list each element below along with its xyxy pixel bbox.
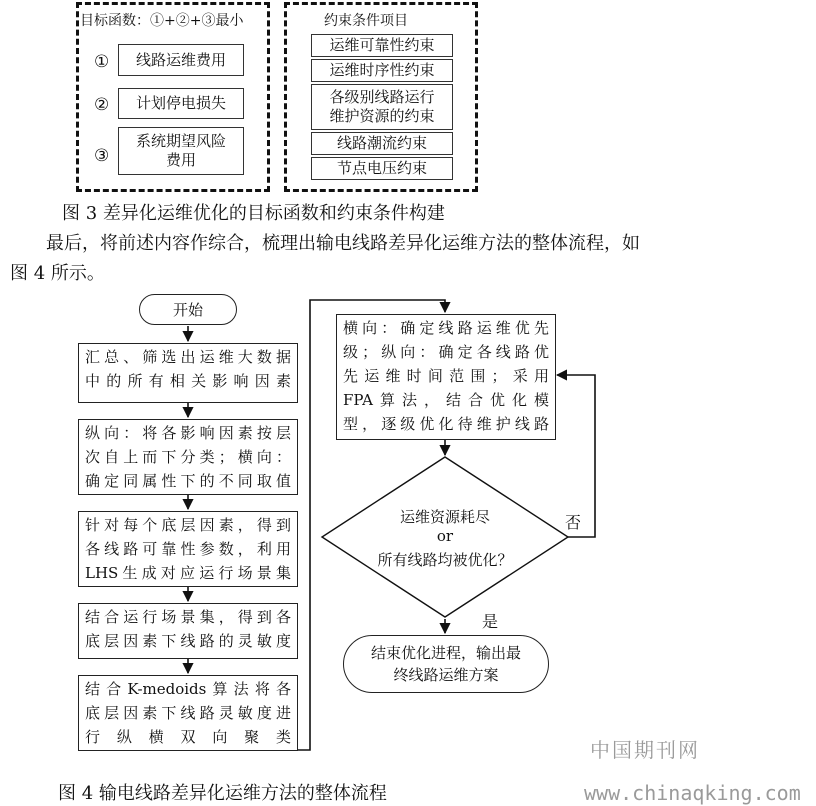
optimize-line4: FPA算法，结合优化模 xyxy=(343,391,549,409)
flowchart-optimize-step xyxy=(336,314,556,440)
figure3-caption: 图 3 差异化运维优化的目标函数和约束条件构建 xyxy=(62,203,445,224)
constraint-item-2: 运维时序性约束 xyxy=(311,59,453,82)
flowchart-step-2 xyxy=(78,419,298,495)
step3-line1: 针对每个底层因素，得到 xyxy=(85,516,291,534)
step2-line2: 次自上而下分类；横向： xyxy=(85,448,291,466)
flowchart-step-1 xyxy=(78,343,298,403)
constraint-item-3-line1: 各级别线路运行 xyxy=(329,88,435,106)
step4-line2: 底层因素下线路的灵敏度 xyxy=(85,632,291,650)
objective-num-3: ③ xyxy=(94,146,110,166)
flowchart-step-5 xyxy=(78,675,298,751)
flowchart-step-4 xyxy=(78,603,298,659)
objective-num-1: ① xyxy=(94,52,110,72)
step2-line3: 确定同属性下的不同取值 xyxy=(85,472,291,490)
step1-line1: 汇总、筛选出运维大数据 xyxy=(85,348,291,366)
optimize-line3: 先运维时间范围；采用 xyxy=(343,367,549,385)
end-line1: 结束优化进程，输出最 xyxy=(370,644,521,662)
flowchart-start xyxy=(139,294,237,325)
constraint-item-4: 线路潮流约束 xyxy=(311,132,453,155)
step1-line2: 中的所有相关影响因素 xyxy=(85,372,291,390)
body-text-line2: 图 4 所示。 xyxy=(10,263,105,284)
objective-item-3-line1: 系统期望风险 xyxy=(135,132,226,150)
objective-item-3-line2: 费用 xyxy=(165,151,196,169)
decision-yes-label: 是 xyxy=(482,612,499,631)
flowchart-start-label: 开始 xyxy=(172,301,203,319)
constraint-item-1: 运维可靠性约束 xyxy=(311,34,453,57)
constraint-item-5: 节点电压约束 xyxy=(311,157,453,180)
watermark-cn: 中国期刊网 xyxy=(590,738,700,762)
objective-num-2: ② xyxy=(94,95,110,115)
objective-header: 目标函数：①+②+③最小 xyxy=(80,13,244,29)
optimize-line1: 横向：确定线路运维优先 xyxy=(343,319,549,337)
decision-line2: or xyxy=(436,527,454,545)
figure4-caption: 图 4 输电线路差异化运维方法的整体流程 xyxy=(58,783,387,804)
body-text-line1: 最后，将前述内容作综合，梳理出输电线路差异化运维方法的整体流程，如 xyxy=(46,233,640,254)
decision-no-label: 否 xyxy=(565,513,582,532)
step3-line2: 各线路可靠性参数，利用 xyxy=(85,540,291,558)
objective-item-2-text: 计划停电损失 xyxy=(135,94,226,112)
step5-line2: 底层因素下线路灵敏度进 xyxy=(85,704,291,722)
step5-line1: 结合K-medoids算法将各 xyxy=(85,680,291,698)
step3-line3: LHS生成对应运行场景集 xyxy=(85,564,291,582)
optimize-line2: 级；纵向：确定各线路优 xyxy=(343,343,549,361)
decision-line1: 运维资源耗尽 xyxy=(399,508,490,526)
watermark-url: www.chinaqking.com xyxy=(584,781,801,805)
objective-item-1: 线路运维费用 xyxy=(118,44,244,76)
flowchart-end xyxy=(343,635,549,693)
decision-line3: 所有线路均被优化？ xyxy=(377,551,513,569)
step5-line3: 行纵横双向聚类 xyxy=(85,728,291,746)
flowchart-step-3 xyxy=(78,511,298,587)
constraint-header: 约束条件项目 xyxy=(324,13,408,29)
step2-line1: 纵向：将各影响因素按层 xyxy=(85,424,291,442)
step4-line1: 结合运行场景集，得到各 xyxy=(85,608,291,626)
constraint-item-3-line2: 维护资源的约束 xyxy=(329,107,435,125)
optimize-line5: 型，逐级优化待维护线路 xyxy=(343,415,549,433)
end-line2: 终线路运维方案 xyxy=(393,666,499,684)
